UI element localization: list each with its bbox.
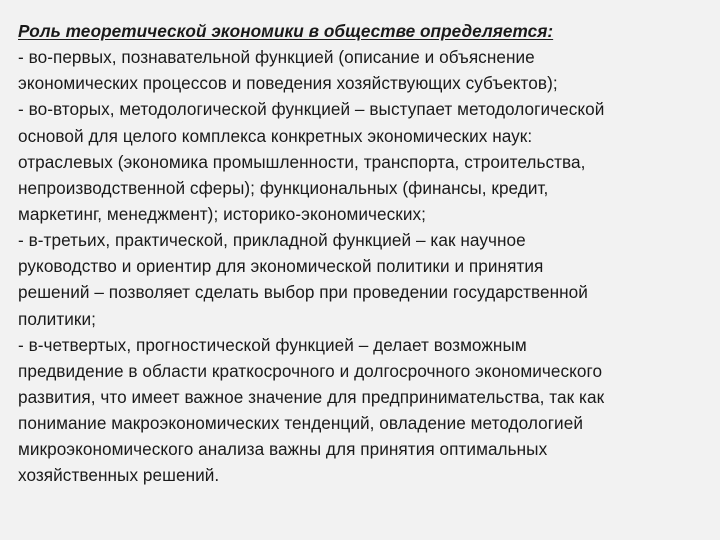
text-line: понимание макроэкономических тенденций, овладение методологией xyxy=(18,413,583,434)
text-line: предвидение в области краткосрочного и долгосрочного экономического xyxy=(18,360,603,381)
text-line: развития, что имеет важное значение для предпринимательства, так как xyxy=(18,386,605,407)
text-line: политики; xyxy=(18,308,96,329)
text-line: непроизводственной сферы); функциональных (финансы, кредит, xyxy=(18,177,549,198)
text-line: маркетинг, менеджмент); историко-экономических; xyxy=(18,203,426,224)
text-line: - в-четвертых, прогностической функцией – делает возможным xyxy=(18,334,527,355)
text-line: - во-вторых, методологической функцией – выступает методологической xyxy=(18,99,605,120)
text-line: руководство и ориентир для экономической политики и принятия xyxy=(18,256,544,277)
text-line: решений – позволяет сделать выбор при проведении государственной xyxy=(18,282,588,303)
text-block xyxy=(18,18,712,489)
text-line: отраслевых (экономика промышленности, транспорта, строительства, xyxy=(18,151,586,172)
text-line: - в-третьих, практической, прикладной функцией – как научное xyxy=(18,230,526,251)
text-line: основой для целого комплекса конкретных экономических наук: xyxy=(18,125,533,146)
text-line: микроэкономического анализа важны для принятия оптимальных xyxy=(18,439,548,460)
text-line: хозяйственных решений. xyxy=(18,465,220,486)
heading: Роль теоретической экономики в обществе определяется: xyxy=(18,21,554,41)
text-line: экономических процессов и поведения хозяйствующих субъектов); xyxy=(18,73,558,94)
text-line: - во-первых, познавательной функцией (описание и объяснение xyxy=(18,47,535,68)
